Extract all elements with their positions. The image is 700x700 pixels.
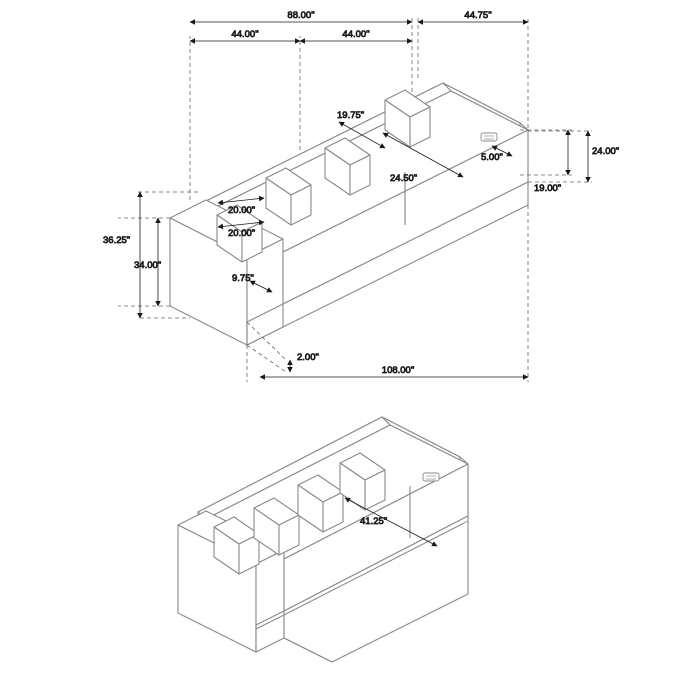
dim-label-200: 2.00" (297, 352, 319, 363)
bv-left-arm-inner (256, 550, 284, 652)
top-view-sofa (170, 83, 528, 345)
dim-label-44-left: 44.00" (231, 29, 259, 40)
dim-label-19-height: 19.00" (534, 183, 562, 194)
dim-label-44-right: 44.00" (342, 29, 370, 40)
dim-label-4125: 41.25" (360, 516, 388, 527)
dim-label-500: 5.00" (481, 152, 503, 163)
dim-label-3400: 34.00" (134, 260, 162, 271)
dim-label-3625: 36.25" (103, 235, 131, 246)
dim-label-2000-b: 20.00" (228, 228, 256, 239)
dim-label-975: 9.75" (232, 273, 254, 284)
dim-label-4475: 44.75" (464, 10, 492, 21)
bv-usb-port-icon (423, 473, 439, 481)
dim-label-1975: 19.75" (337, 110, 365, 121)
dim-label-24-height: 24.00" (592, 146, 620, 157)
dim-label-2000-a: 20.00" (228, 205, 256, 216)
dim-label-2450: 24.50" (390, 173, 418, 184)
dim-label-108: 108.00" (381, 365, 415, 376)
usb-port-icon (481, 133, 497, 141)
dim-label-88: 88.00" (287, 10, 315, 21)
